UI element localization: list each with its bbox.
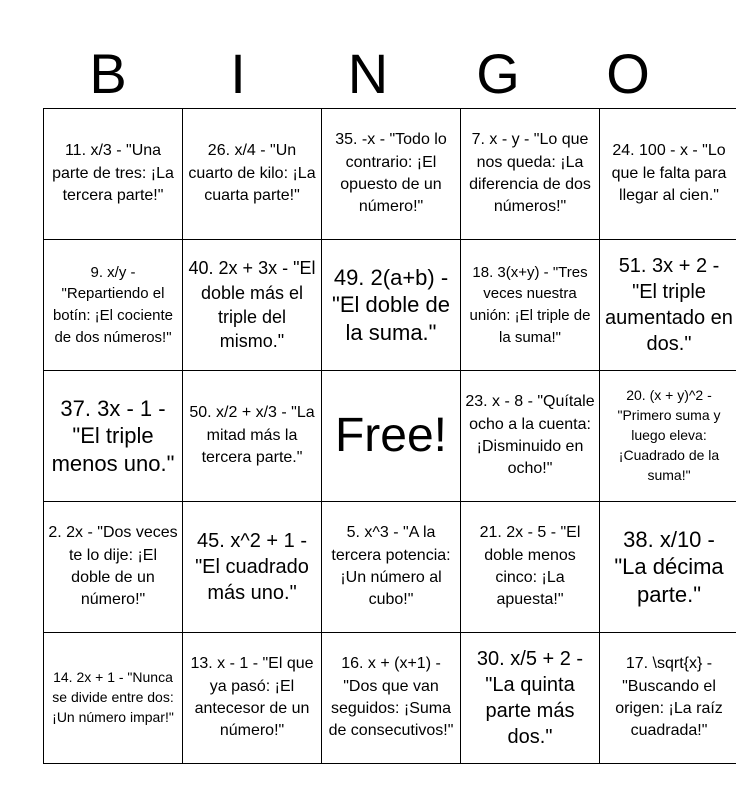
bingo-cell[interactable]: 14. 2x + 1 - "Nunca se divide entre dos: ¡Un número impar!" [44, 633, 183, 764]
bingo-cell[interactable]: 5. x^3 - "A la tercera potencia: ¡Un número al cubo!" [322, 502, 461, 633]
grid-row [44, 633, 736, 764]
header-letter-n: N [347, 42, 389, 105]
bingo-cell[interactable]: 35. -x - "Todo lo contrario: ¡El opuesto de un número!" [322, 109, 461, 240]
bingo-cell[interactable]: 2. 2x - "Dos veces te lo dije: ¡El doble de un número!" [44, 502, 183, 633]
bingo-cell[interactable]: 18. 3(x+y) - "Tres veces nuestra unión: ¡El triple de la suma!" [461, 240, 600, 371]
bingo-cell[interactable]: 7. x - y - "Lo que nos queda: ¡La diferencia de dos números!" [461, 109, 600, 240]
bingo-cell[interactable]: 24. 100 - x - "Lo que le falta para llegar al cien." [600, 109, 736, 240]
bingo-cell[interactable]: 21. 2x - 5 - "El doble menos cinco: ¡La apuesta!" [461, 502, 600, 633]
bingo-cell[interactable]: 13. x - 1 - "El que ya pasó: ¡El antecesor de un número!" [183, 633, 322, 764]
grid-row [44, 502, 736, 633]
bingo-cell[interactable]: 49. 2(a+b) - "El doble de la suma." [322, 240, 461, 371]
free-cell[interactable]: Free! [322, 371, 461, 502]
bingo-cell[interactable]: 17. \sqrt{x} - "Buscando el origen: ¡La raíz cuadrada!" [600, 633, 736, 764]
bingo-cell[interactable]: 26. x/4 - "Un cuarto de kilo: ¡La cuarta parte!" [183, 109, 322, 240]
bingo-cell[interactable]: 11. x/3 - "Una parte de tres: ¡La tercera parte!" [44, 109, 183, 240]
bingo-cell[interactable]: 51. 3x + 2 - "El triple aumentado en dos." [600, 240, 736, 371]
bingo-cell[interactable]: 37. 3x - 1 - "El triple menos uno." [44, 371, 183, 502]
bingo-cell[interactable]: 20. (x + y)^2 - "Primero suma y luego eleva: ¡Cuadrado de la suma!" [600, 371, 736, 502]
bingo-cell[interactable]: 40. 2x + 3x - "El doble más el triple del mismo." [183, 240, 322, 371]
bingo-cell[interactable]: 30. x/5 + 2 - "La quinta parte más dos." [461, 633, 600, 764]
grid-row [44, 371, 736, 502]
bingo-header [43, 38, 693, 110]
grid-row [44, 109, 736, 240]
bingo-cell[interactable]: 9. x/y - "Repartiendo el botín: ¡El cociente de dos números!" [44, 240, 183, 371]
bingo-cell[interactable]: 16. x + (x+1) - "Dos que van seguidos: ¡Suma de consecutivos!" [322, 633, 461, 764]
header-letter-o: O [606, 42, 650, 105]
bingo-grid [43, 108, 736, 764]
grid-row [44, 240, 736, 371]
header-letter-g: G [476, 42, 520, 105]
bingo-cell[interactable]: 23. x - 8 - "Quítale ocho a la cuenta: ¡Disminuido en ocho!" [461, 371, 600, 502]
bingo-cell[interactable]: 38. x/10 - "La décima parte." [600, 502, 736, 633]
header-letter-i: I [230, 42, 246, 105]
bingo-cell[interactable]: 50. x/2 + x/3 - "La mitad más la tercera parte." [183, 371, 322, 502]
bingo-cell[interactable]: 45. x^2 + 1 - "El cuadrado más uno." [183, 502, 322, 633]
header-letter-b: B [89, 42, 127, 105]
